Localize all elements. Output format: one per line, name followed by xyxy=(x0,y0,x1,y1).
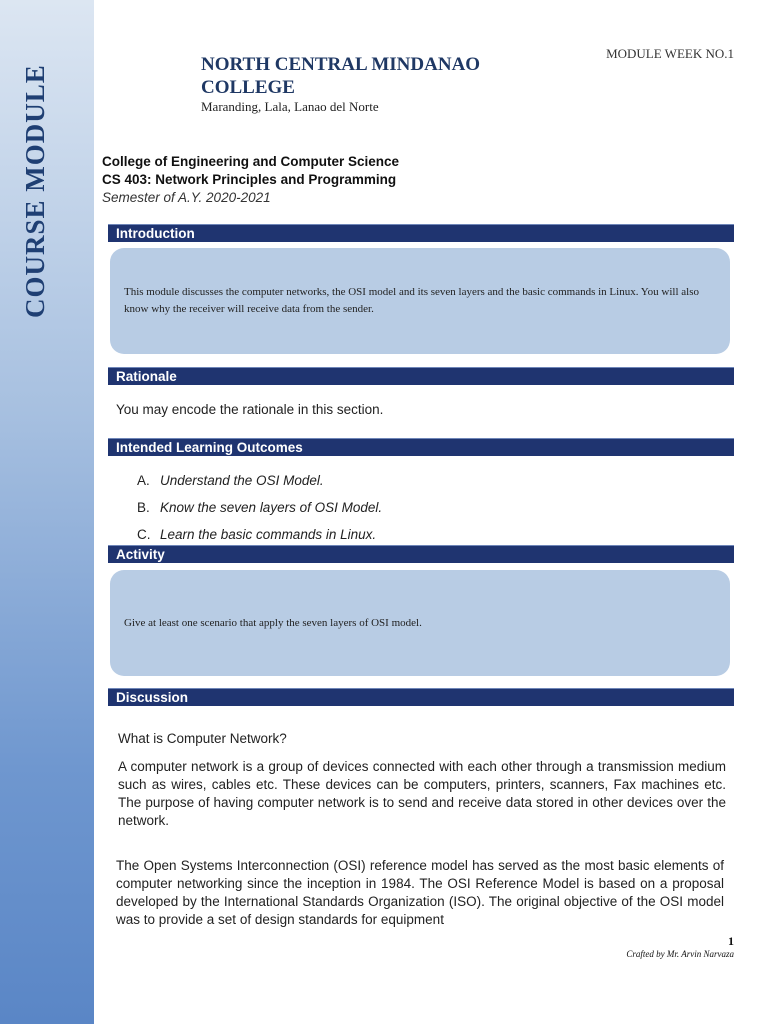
outcome-text: Know the seven layers of OSI Model. xyxy=(160,500,383,515)
semester-label: Semester of A.Y. 2020-2021 xyxy=(102,190,271,205)
introduction-heading: Introduction xyxy=(108,224,734,242)
list-marker: C. xyxy=(137,527,151,542)
introduction-box xyxy=(110,248,730,354)
list-marker: B. xyxy=(137,500,150,515)
outcome-text: Learn the basic commands in Linux. xyxy=(160,527,377,542)
outcomes-heading: Intended Learning Outcomes xyxy=(108,438,734,456)
page-number: 1 xyxy=(728,934,734,948)
activity-text: Give at least one scenario that apply the seven layers of OSI model. xyxy=(124,616,422,629)
discussion-question: What is Computer Network? xyxy=(118,731,287,746)
course-module-title: COURSE MODULE xyxy=(20,64,50,318)
outcomes-list xyxy=(137,472,382,553)
discussion-paragraph-1: A computer network is a group of devices connected with each other through a transmission medium such as wires, cables etc. These devices can be computers, printers, scanners, Fax machines etc. The purpose of having computer network is to send and receive data stored in other devices over the network. xyxy=(118,759,726,828)
activity-heading: Activity xyxy=(108,545,734,563)
college-name: NORTH CENTRAL MINDANAO COLLEGE xyxy=(201,54,481,98)
module-week-label: MODULE WEEK NO.1 xyxy=(606,46,734,61)
course-info xyxy=(102,153,399,207)
outcome-text: Understand the OSI Model. xyxy=(160,473,324,488)
sidebar-band xyxy=(0,0,94,1024)
introduction-text: This module discusses the computer networks, the OSI model and its seven layers and the basic commands in Linux. You will also know why the receiver will receive data from the sender. xyxy=(124,286,699,315)
list-marker: A. xyxy=(137,473,150,488)
crafted-by-credit: Crafted by Mr. Arvin Narvaza xyxy=(626,949,734,959)
list-item xyxy=(137,472,382,499)
rationale-heading: Rationale xyxy=(108,367,734,385)
activity-box xyxy=(110,570,730,676)
list-item xyxy=(137,499,382,526)
department-name: College of Engineering and Computer Science xyxy=(102,154,400,169)
rationale-text: You may encode the rationale in this section. xyxy=(116,402,384,417)
college-address: Maranding, Lala, Lanao del Norte xyxy=(201,99,379,114)
course-code-title: CS 403: Network Principles and Programming xyxy=(102,172,397,187)
discussion-heading: Discussion xyxy=(108,688,734,706)
discussion-paragraph-2: The Open Systems Interconnection (OSI) reference model has served as the most basic elements of computer networking since the inception in 1984. The OSI Reference Model is based on a proposal developed by the International Standards Organization (ISO). The original objective of the OSI model was to provide a set of design standards for equipment xyxy=(116,858,724,927)
